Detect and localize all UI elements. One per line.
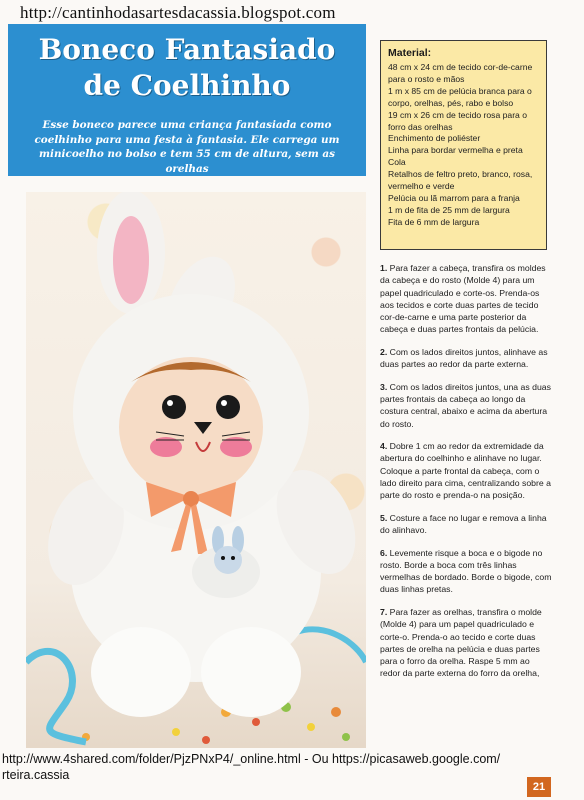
material-item: 1 m x 85 cm de pelúcia branca para o corpo, orelhas, pés, rabo e bolso <box>388 85 532 108</box>
material-item: Fita de 6 mm de largura <box>388 216 480 227</box>
right-eye <box>216 395 240 419</box>
footer-url-continued: rteira.cassia <box>2 768 70 782</box>
blue-ribbon <box>26 651 86 742</box>
footer-url: http://www.4shared.com/folder/PjzPNxP4/_online.html - Ou https://picasaweb.google.com/ <box>2 752 501 766</box>
doll-face <box>119 357 263 497</box>
material-item: Retalhos de feltro preto, branco, rosa, vermelho e verde <box>388 169 533 192</box>
intro-text: Esse boneco parece uma criança fantasiada como coelhinho para uma festa à fantasia. Ele carrega um minicoelho no bolso e tem 55 cm de altura, sem as orelhas <box>34 119 340 175</box>
step-3: 3. Com os lados direitos juntos, una as duas partes frontais da cabeça ao longo da costura central, abaixo e acima da abertura do rosto. <box>380 381 551 429</box>
material-item: Enchimento de poliéster <box>388 133 481 144</box>
material-item: Pelúcia ou lã marrom para a franja <box>388 192 520 203</box>
material-item: 48 cm x 24 cm de tecido cor-de-carne para o rosto e mãos <box>388 62 533 84</box>
page-title: Boneco Fantasiado de Coelhinho <box>38 33 336 102</box>
material-box <box>380 40 547 250</box>
left-eye <box>162 395 186 419</box>
material-item: Cola <box>388 157 406 168</box>
instruction-steps <box>380 262 552 690</box>
step-7: 7. Para fazer as orelhas, transfira o molde (Molde 4) para um papel quadriculado e corte-o. Prenda-o ao tecido e corte duas partes de orelha na pelúcia e duas partes para o forro da orelha. Raspe 5 mm ao redor da parte externa do forro da orelha, <box>380 606 542 679</box>
page-number: 21 <box>527 777 551 797</box>
step-5: 5. Costure a face no lugar e remova a linha do alinhavo. <box>380 512 547 536</box>
material-heading: Material: <box>388 47 432 59</box>
step-4: 4. Dobre 1 cm ao redor da extremidade da abertura do coelhinho e alinhave no lugar. Coloque a parte frontal da cabeça, com o lado direito para cima, centralizando sobre a parte do rosto e prenda-o na posição. <box>380 441 551 501</box>
bunny-doll-photo <box>26 192 366 748</box>
bunny-doll-illustration <box>26 192 366 748</box>
material-item: 19 cm x 26 cm de tecido rosa para o forro das orelhas <box>388 109 528 132</box>
step-2: 2. Com os lados direitos juntos, alinhave as duas partes ao redor da parte externa. <box>380 346 548 370</box>
step-1: 1. Para fazer a cabeça, transfira os moldes da cabeça e do rosto (Molde 4) para um papel quadriculado e corte-os. Prenda-os aos tecidos e corte duas partes de tecido cor-de-carne e uma parte posterior da cabeça e duas partes frontais da pelúcia. <box>380 263 546 335</box>
material-list <box>388 62 544 229</box>
left-foot <box>91 627 191 717</box>
blog-url: http://cantinhodasartesdacassia.blogspot.com <box>20 3 336 22</box>
right-foot <box>201 627 301 717</box>
title-banner <box>8 24 366 176</box>
step-6: 6. Levemente risque a boca e o bigode no rosto. Borde a boca com três linhas vermelhas de bordado. Borde o bigode, com duas linhas pretas. <box>380 547 552 595</box>
material-item: 1 m de fita de 25 mm de largura <box>388 204 510 215</box>
material-item: Linha para bordar vermelha e preta <box>388 145 523 156</box>
